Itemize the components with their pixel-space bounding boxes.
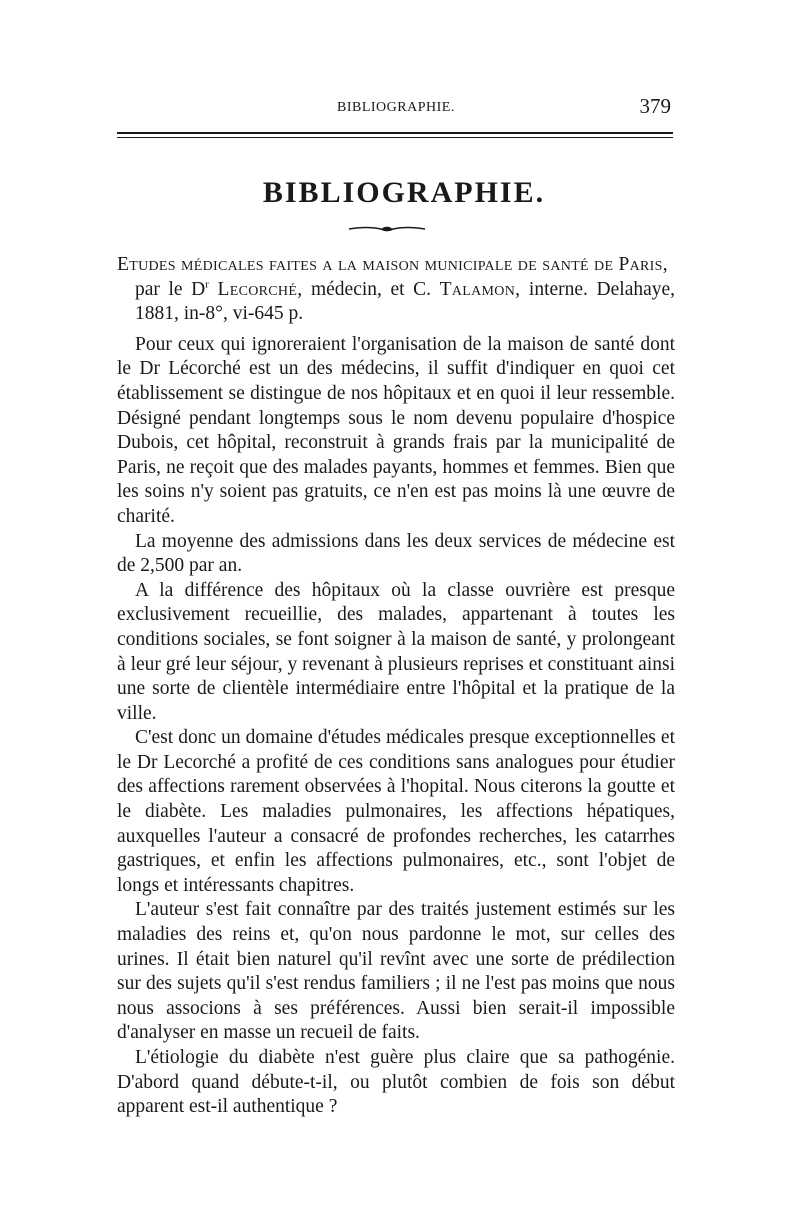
paragraph-2: La moyenne des admissions dans les deux services de médecine est de 2,500 par an. [117,530,675,577]
paragraph-5: L'auteur s'est fait connaître par des traités justement estimés sur les maladies des reins et, qu'on nous pardonne le mot, sur celles des urines. Il était bien naturel qu'il revînt avec une sorte de prédilection sur des sujets qu'il s'est rendus familiers ; il ne l'est pas moins que nous nous associons à ses préférences. Aussi bien serait-il impossible d'analyser en masse un recueil de faits. [117,899,675,1044]
page-number: 379 [639,94,671,118]
citation-title: Etudes médicales faites a la maison municipale de santé de Paris, [117,254,668,275]
section-title: BIBLIOGRAPHIE. [262,176,546,209]
citation-dr-sup: r [205,278,209,291]
citation-details: 1881, in-8°, vi-645 p. [135,303,304,325]
citation-author2: Talamon, [439,278,521,300]
title-ornament [347,224,427,234]
paragraph-3: A la différence des hôpitaux où la classe ouvrière est presque exclusivement recueillie, des malades, appartenant à toutes les conditions sociales, se font soigner à la maison de santé, y prolongeant à leur gré leur séjour, y revenant à plusieurs reprises et constituant ainsi une sorte de clientèle intermédiaire entre l'hôpital et la pratique de la ville. [117,579,675,724]
article-body [117,253,675,1120]
citation-author1: Lecorché, [217,278,303,300]
citation-continuation [117,278,675,327]
header-rule-thin [117,137,673,138]
paragraph-4: C'est donc un domaine d'études médicales presque exceptionnelles et le Dr Lecorché a profité de ces conditions sans analogues pour étudier des affections rarement observées à l'hopital. Nous citerons la goutte et le diabète. Les maladies pulmonaires, les affections hépatiques, auxquelles l'auteur a consacré de profondes recherches, les catarrhes gastriques, et enfin les affections pulmonaires, etc., sont l'objet de longs et intéressants chapitres. [117,727,675,896]
bibliographic-citation [117,253,675,327]
citation-by: par le D [135,278,206,300]
running-head [117,96,677,122]
citation-author1-role: médecin, et C. [310,278,432,300]
header-rule-thick [117,132,673,134]
running-head-title: BIBLIOGRAPHIE. [337,100,455,115]
paragraph-1: Pour ceux qui ignoreraient l'organisation de la maison de santé dont le Dr Lécorché est un des médecins, il suffit d'indiquer en quoi cet établissement se distingue de nos hôpitaux et en quoi il leur ressemble. Désigné pendant longtemps sous le nom devenu populaire d'hospice Dubois, cet hôpital, reconstruit à grands frais par la municipalité de Paris, ne reçoit que des malades payants, hommes et femmes. Bien que les soins n'y soient pas gratuits, ce n'en est pas moins là une œuvre de charité. [117,333,675,527]
paragraph-6: L'étiologie du diabète n'est guère plus claire que sa pathogénie. D'abord quand débute-t-il, ou plutôt combien de fois son début apparent est-il authentique ? [117,1047,675,1118]
citation-author2-role: interne. Delahaye, [528,278,676,300]
